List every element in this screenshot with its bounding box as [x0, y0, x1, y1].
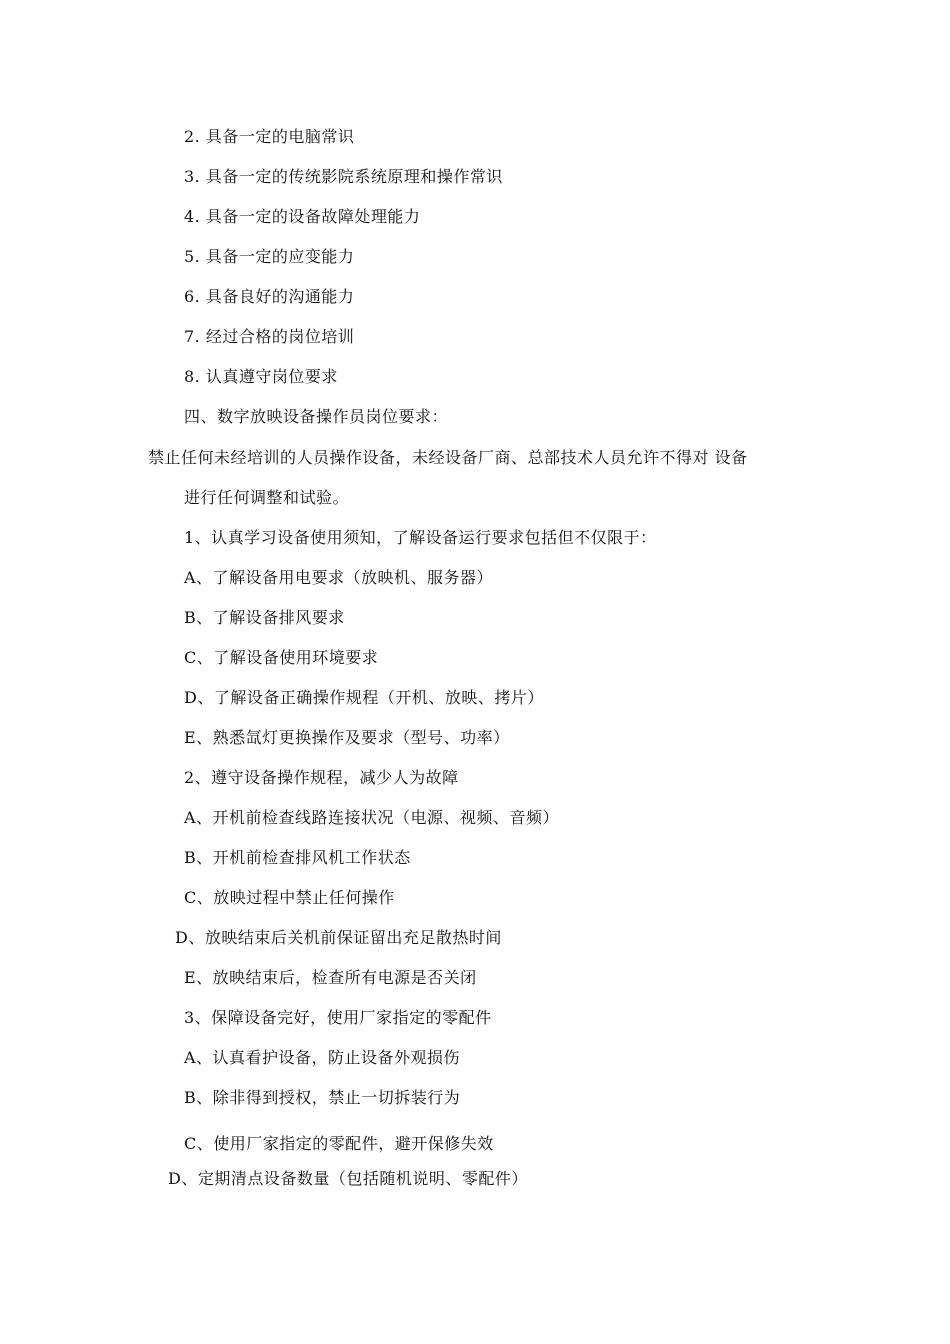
text-line: 6. 具备良好的沟通能力 [184, 287, 355, 306]
text-line: B、开机前检查排风机工作状态 [184, 848, 411, 867]
text-line: A、开机前检查线路连接状况（电源、视频、音频） [184, 808, 560, 827]
section-heading: 四、数字放映设备操作员岗位要求： [184, 407, 449, 426]
text-line: D、了解设备正确操作规程（开机、放映、拷片） [184, 688, 544, 707]
text-line: A、认真看护设备，防止设备外观损伤 [184, 1048, 461, 1067]
text-line: A、了解设备用电要求（放映机、服务器） [184, 568, 494, 587]
text-line: C、了解设备使用环境要求 [184, 648, 379, 667]
text-line: 2. 具备一定的电脑常识 [184, 127, 355, 146]
text-line: 5. 具备一定的应变能力 [184, 247, 355, 266]
text-line: D、放映结束后关机前保证留出充足散热时间 [175, 928, 502, 947]
text-line: 进行任何调整和试验。 [184, 488, 350, 507]
text-line: D、定期清点设备数量（包括随机说明、零配件） [168, 1169, 528, 1188]
text-line: E、熟悉氙灯更换操作及要求（型号、功率） [184, 728, 510, 747]
text-line: C、使用厂家指定的零配件，避开保修失效 [184, 1134, 494, 1153]
text-line: 禁止任何未经培训的人员操作设备，未经设备厂商、总部技术人员允许不得对 设备 [148, 448, 748, 467]
text-line: C、放映过程中禁止任何操作 [184, 888, 395, 907]
text-line: 3. 具备一定的传统影院系统原理和操作常识 [184, 167, 503, 186]
text-line: 3、保障设备完好，使用厂家指定的零配件 [184, 1008, 492, 1027]
text-line: E、放映结束后，检查所有电源是否关闭 [184, 968, 477, 987]
text-line: B、除非得到授权，禁止一切拆装行为 [184, 1088, 461, 1107]
text-line: 1、认真学习设备使用须知，了解设备运行要求包括但不仅限于： [184, 528, 657, 547]
text-line: 2、遵守设备操作规程，减少人为故障 [184, 768, 459, 787]
text-line: 7. 经过合格的岗位培训 [184, 327, 355, 346]
text-line: 8. 认真遵守岗位要求 [184, 367, 338, 386]
text-line: B、了解设备排风要求 [184, 608, 345, 627]
text-line: 4. 具备一定的设备故障处理能力 [184, 207, 421, 226]
